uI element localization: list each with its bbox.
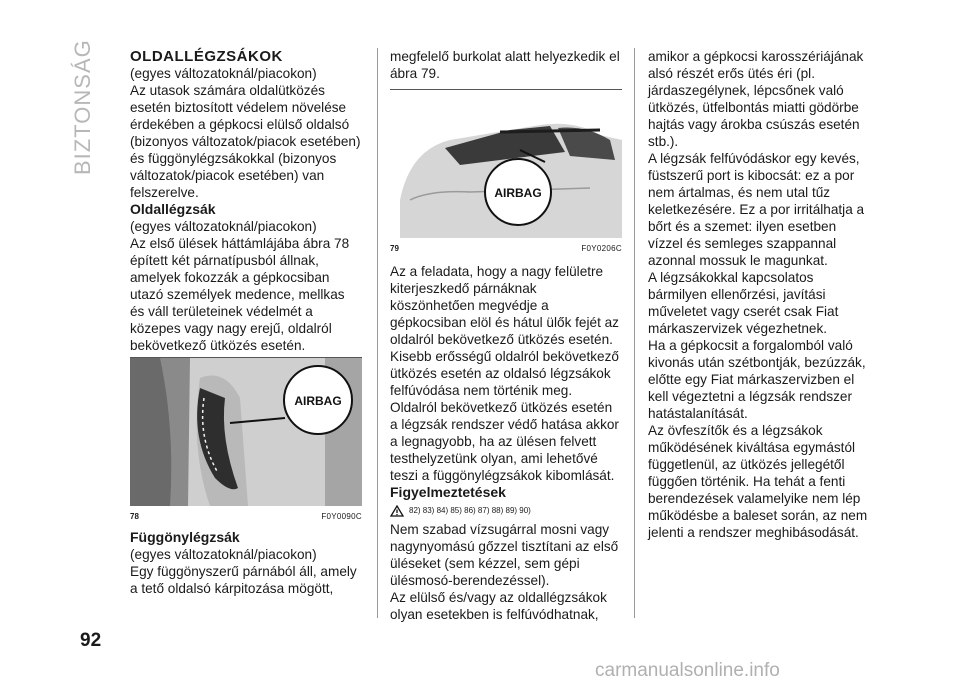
paragraph: Ha a gépkocsit a forgalomból való kivonás után szétbontják, bezúzzák, előtte egy Fiat márkaszervizben el kell végeztetni a légzsák rendszer hatástalanítását. [648, 338, 866, 421]
watermark: carmanualsonline.info [595, 660, 780, 681]
paragraph: amikor a gépkocsi karosszériájának alsó részét erős ütés éri (pl. járdaszegélynek, lépcsőnek való ütközés, ütfelbontás miatti gödörbe hajtás vagy árokba csúszás esetén stb.). [648, 49, 864, 149]
column-separator [634, 48, 635, 618]
column-1 [130, 48, 362, 597]
airbag-label: AIRBAG [494, 186, 542, 200]
subheading: Figyelmeztetések [390, 484, 506, 500]
paragraph: Az utasok számára oldalütközés esetén biztosított védelem növelése érdekében a gépkocsi elülső oldalsó (bizonyos változatok/piacok esetében) és függönylégzsákokkal (bizonyos változatok/piacok esetében) van felszerelve. [130, 83, 361, 200]
airbag-label: AIRBAG [294, 394, 342, 408]
column-2 [390, 48, 622, 623]
section-heading: OLDALLÉGZSÁKOK [130, 48, 283, 65]
paragraph: Nem szabad vízsugárral mosni vagy nagynyomású gőzzel tisztítani az első üléseket (sem kézzel, sem gépi ülésmosó-berendezéssel). [390, 522, 619, 588]
paragraph: (egyes változatoknál/piacokon) [130, 66, 317, 81]
paragraph: Az elülső és/vagy az oldallégzsákok olyan esetekben is felfúvódhatnak, [390, 590, 607, 622]
paragraph: Az a feladata, hogy a nagy felületre kiterjeszkedő párnáknak köszönhetően megvédje a gépkocsiban elöl és hátul ülők fejét az oldalról bekövetkező ütközés esetén. [390, 264, 619, 347]
column-3 [648, 48, 873, 541]
paragraph: (egyes változatoknál/piacokon) [130, 219, 317, 234]
figure-number: 79 [390, 244, 399, 253]
paragraph: A légzsákokkal kapcsolatos bármilyen ellenőrzési, javítási műveletet vagy cserét csak Fiat márkaszervizek végezhetnek. [648, 270, 839, 336]
curtain-airbag-car-image [390, 90, 622, 238]
page-number: 92 [80, 630, 102, 651]
warning-references [390, 502, 622, 519]
paragraph: A légzsák felfúvódáskor egy kevés, füstszerű port is kibocsát: ez a por nem ártalmas, és nem utal tűz keletkezésére. Ez a por irritálhatja a bőrt és a szemet: ilyen esetben vízzel és semleges szappannal azonnal mossuk le magunkat. [648, 151, 865, 268]
side-airbag-seat-image [130, 358, 362, 506]
paragraph: megfelelő burkolat alatt helyezkedik el ábra 79. [390, 49, 620, 81]
subheading: Oldallégzsák [130, 201, 216, 217]
figure-code: F0Y0090C [321, 512, 362, 521]
subheading: Függönylégzsák [130, 529, 240, 545]
warning-triangle-icon [390, 505, 404, 517]
paragraph: Oldalról bekövetkező ütközés esetén a légzsák rendszer védő hatása akkor a legnagyobb, ha az ülésen felvett testhelyzetünk olyan, ami lehetővé teszi a függönylégzsákok kibomlását. [390, 400, 619, 483]
paragraph: Az övfeszítők és a légzsákok működésének kiváltása egymástól függetlenül, az ütközés jellegétől függően történik. Ha tehát a fenti berendezések valamelyike nem lép működésbe a baleset során, az nem jelenti a rendszer meghibásodását. [648, 423, 868, 540]
figure-code: F0Y0206C [581, 244, 622, 253]
figure-79 [390, 89, 622, 257]
column-separator [377, 48, 378, 618]
warning-ref-list: 82) 83) 84) 85) 86) 87) 88) 89) 90) [409, 506, 531, 515]
paragraph: Kisebb erősségű oldalról bekövetkező ütközés esetén az oldalsó légzsákok felfúvódása nem történik meg. [390, 349, 619, 398]
paragraph: (egyes változatoknál/piacokon) [130, 547, 317, 562]
section-side-label: BIZTONSÁG [70, 39, 95, 175]
paragraph: Egy függönyszerű párnából áll, amely a tető oldalsó kárpitozása mögött, [130, 564, 357, 596]
figure-78 [130, 357, 362, 525]
paragraph: Az első ülések háttámlájába ábra 78 épített két párnatípusból állnak, amelyek fokozzák a gépkocsiban utazó személyek medence, mellkas és váll területeinek védelmét a közepes vagy nagy erejű, oldalról bekövetkező ütközés esetén. [130, 236, 350, 353]
figure-number: 78 [130, 512, 139, 521]
